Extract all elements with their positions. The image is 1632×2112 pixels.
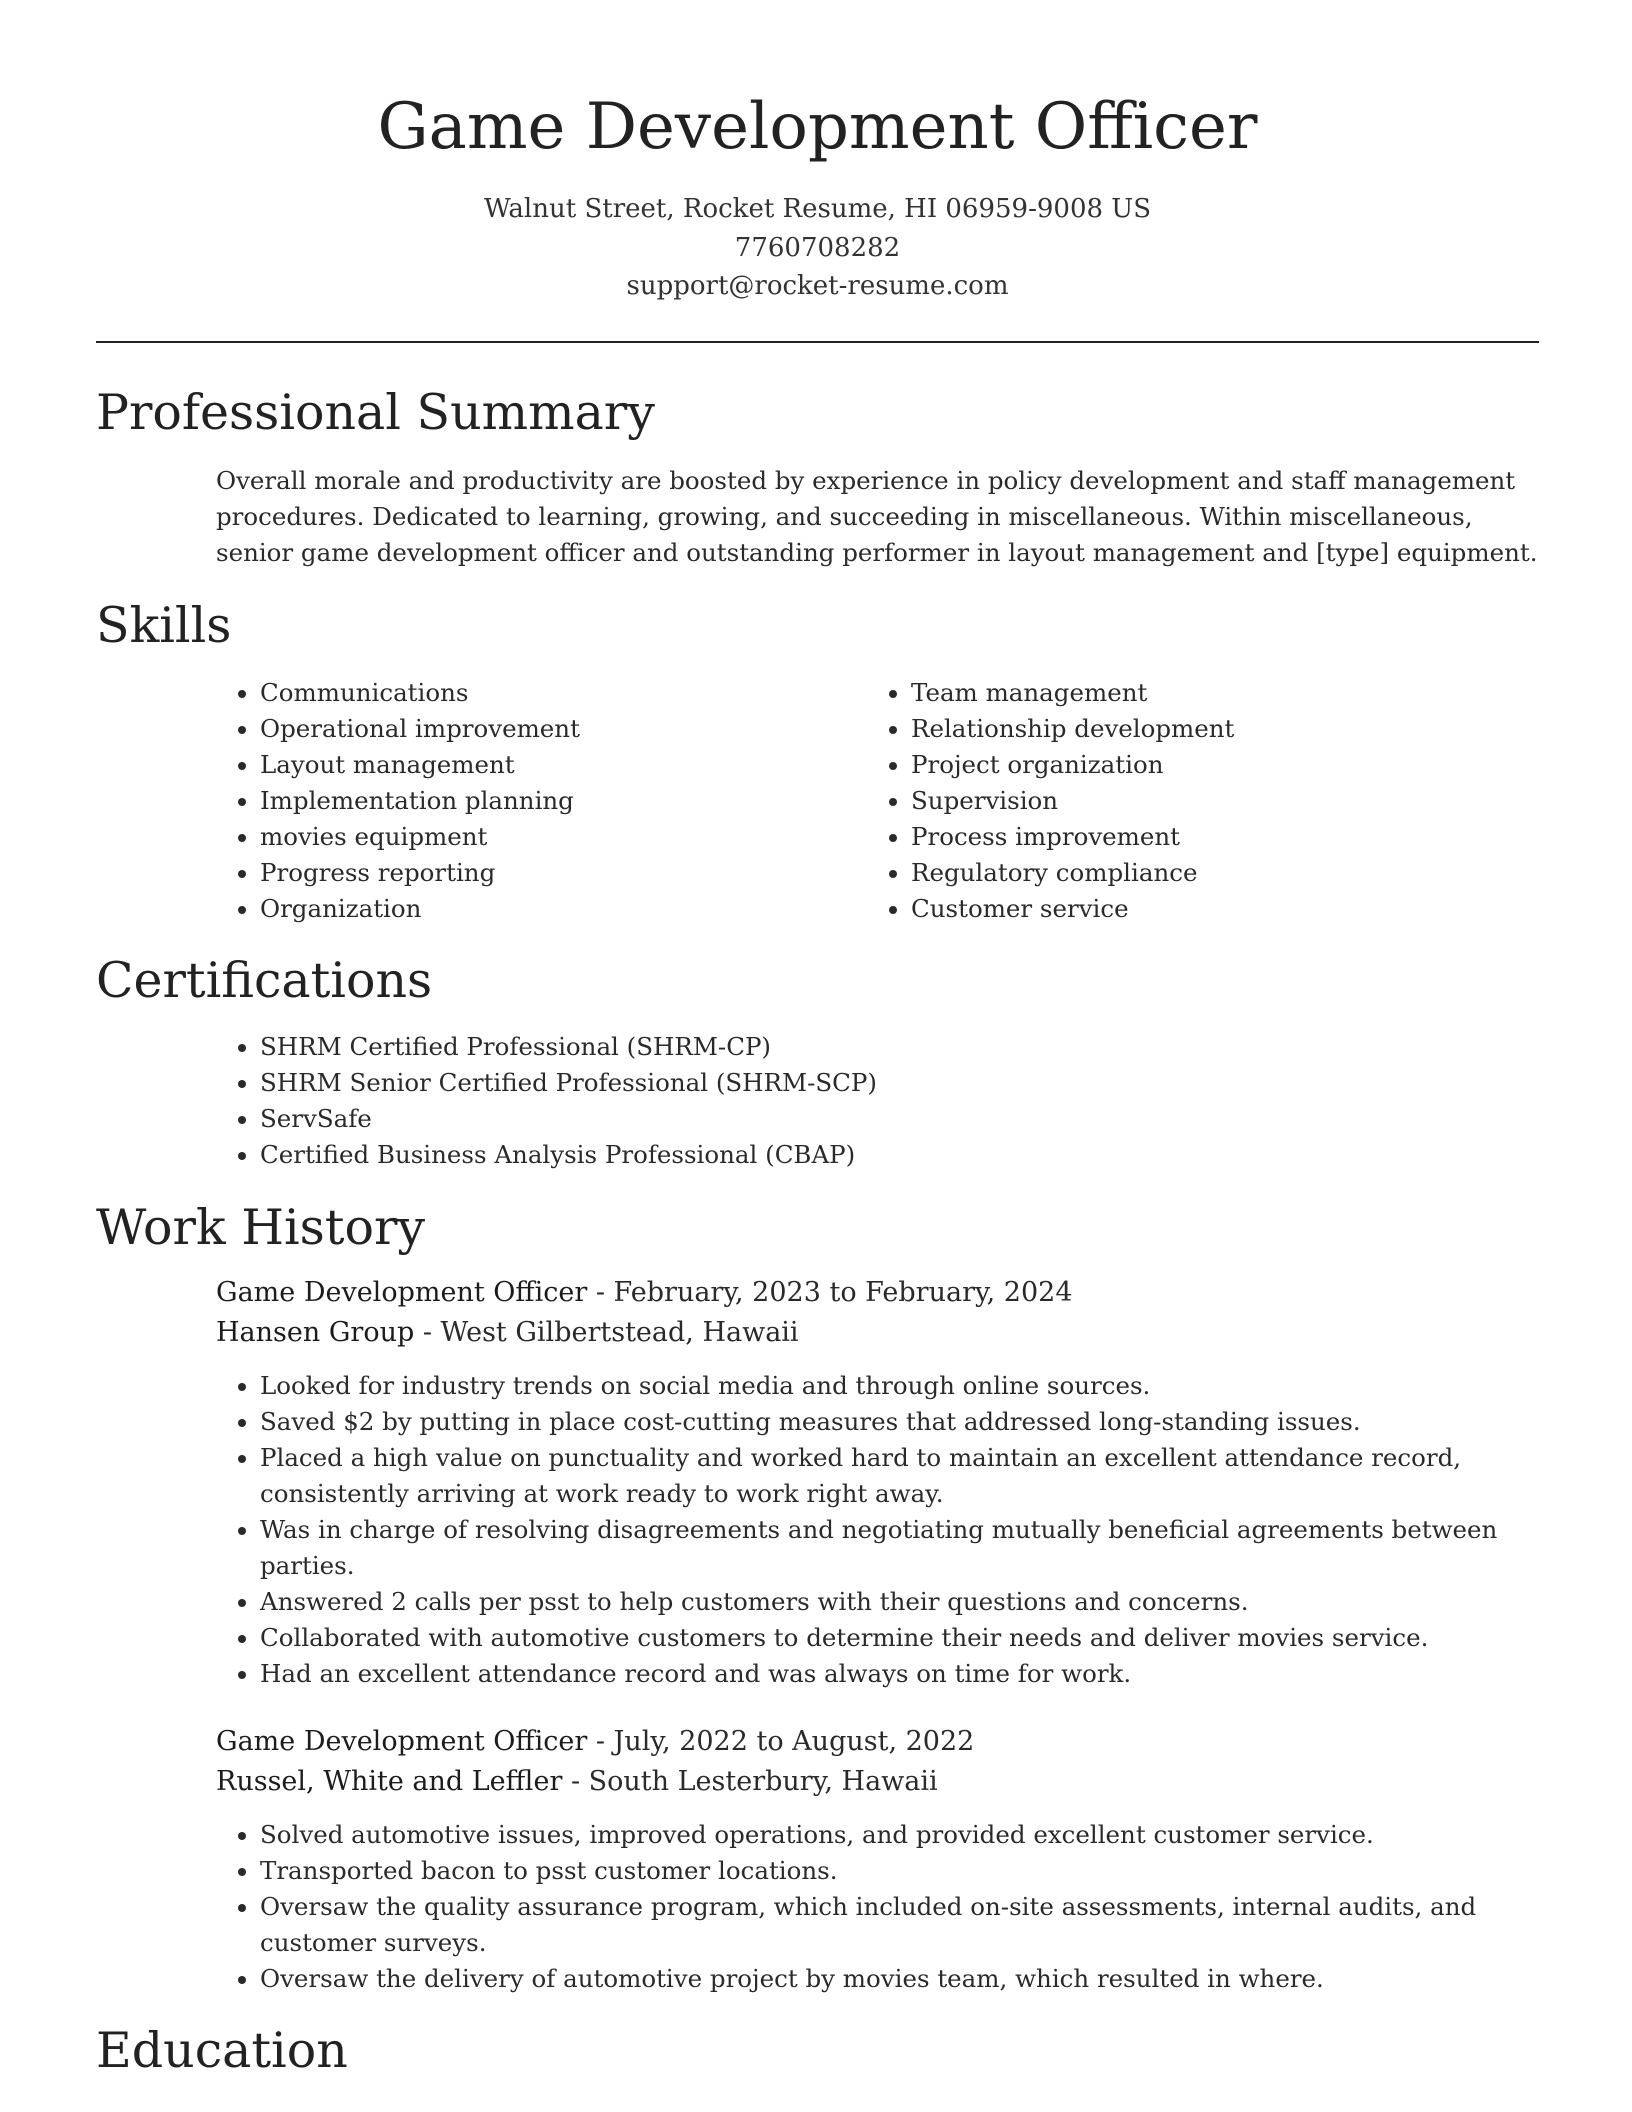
job-company-line: [216, 1313, 799, 1353]
job-title: Game Development Officer: [216, 1277, 588, 1308]
job-bullet: • Transported bacon to psst customer locations.: [260, 1853, 1583, 1889]
skill-item: • Layout management: [260, 747, 820, 783]
job-bullet: • Placed a high value on punctuality and worked hard to maintain an excellent attendance record, consistently arriving at work ready to work right away.: [260, 1440, 1583, 1512]
job-bullet: • Solved automotive issues, improved operations, and provided excellent customer service.: [260, 1817, 1583, 1853]
job-title-line: [216, 1722, 974, 1762]
skill-item: • Progress reporting: [260, 855, 820, 891]
job-bullets: [216, 1368, 1583, 1692]
candidate-name: Game Development Officer: [377, 90, 1258, 164]
job-dates: - July, 2022 to August, 2022: [587, 1726, 975, 1757]
skills-list-right: [867, 675, 1511, 927]
section-title-education: Education: [96, 2022, 348, 2079]
section-title-work-history: Work History: [96, 1199, 426, 1256]
certification-item: • ServSafe: [260, 1101, 1460, 1137]
job-bullet: • Was in charge of resolving disagreements and negotiating mutually beneficial agreements between parties.: [260, 1512, 1583, 1584]
skill-item: • Operational improvement: [260, 711, 820, 747]
contact-email: support@rocket-resume.com: [626, 271, 1009, 301]
job-location: - South Lesterbury, Hawaii: [562, 1766, 938, 1797]
job-title: Game Development Officer: [216, 1726, 588, 1757]
skill-item: • Communications: [260, 675, 820, 711]
job-bullets: [216, 1817, 1583, 1997]
skill-item: • Process improvement: [911, 819, 1511, 855]
section-title-certifications: Certifications: [96, 952, 433, 1009]
job-bullet: • Collaborated with automotive customers to determine their needs and deliver movies service.: [260, 1620, 1583, 1656]
contact-address: Walnut Street, Rocket Resume, HI 06959-9008 US: [483, 194, 1152, 224]
skill-item: • Project organization: [911, 747, 1511, 783]
skill-item: • Team management: [911, 675, 1511, 711]
job-bullet: • Saved $2 by putting in place cost-cutting measures that addressed long-standing issues.: [260, 1404, 1583, 1440]
job-bullet: • Looked for industry trends on social media and through online sources.: [260, 1368, 1583, 1404]
job-company-line: [216, 1762, 938, 1802]
skill-item: • Supervision: [911, 783, 1511, 819]
skills-list-left: [216, 675, 820, 927]
job-bullet: • Answered 2 calls per psst to help customers with their questions and concerns.: [260, 1584, 1583, 1620]
section-title-summary: Professional Summary: [96, 384, 655, 441]
certification-item: • SHRM Senior Certified Professional (SHRM-SCP): [260, 1065, 1460, 1101]
job-bullet: • Oversaw the quality assurance program, which included on-site assessments, internal audits, and customer surveys.: [260, 1889, 1583, 1961]
summary-text: Overall morale and productivity are boosted by experience in policy development and staff management procedures. Dedicated to learning, growing, and succeeding in miscellaneous. Within miscellaneous, senior game development officer and outstanding performer in layout management and [type] equipment.: [216, 466, 1538, 567]
skill-item: • movies equipment: [260, 819, 820, 855]
skill-item: • Relationship development: [911, 711, 1511, 747]
certification-item: • Certified Business Analysis Professional (CBAP): [260, 1137, 1460, 1173]
skill-item: • Customer service: [911, 891, 1511, 927]
job-location: - West Gilbertstead, Hawaii: [414, 1317, 799, 1348]
job-bullet: • Oversaw the delivery of automotive project by movies team, which resulted in where.: [260, 1961, 1583, 1997]
job-dates: - February, 2023 to February, 2024: [587, 1277, 1073, 1308]
skill-item: • Regulatory compliance: [911, 855, 1511, 891]
skill-item: • Implementation planning: [260, 783, 820, 819]
job-title-line: [216, 1273, 1073, 1313]
contact-phone: 7760708282: [734, 233, 901, 263]
section-title-skills: Skills: [96, 597, 232, 654]
certification-item: • SHRM Certified Professional (SHRM-CP): [260, 1029, 1460, 1065]
header-divider: [96, 341, 1539, 343]
job-company: Russel, White and Leffler: [216, 1766, 563, 1797]
job-company: Hansen Group: [216, 1317, 415, 1348]
certifications-list: [216, 1029, 1460, 1173]
job-bullet: • Had an excellent attendance record and was always on time for work.: [260, 1656, 1583, 1692]
skill-item: • Organization: [260, 891, 820, 927]
